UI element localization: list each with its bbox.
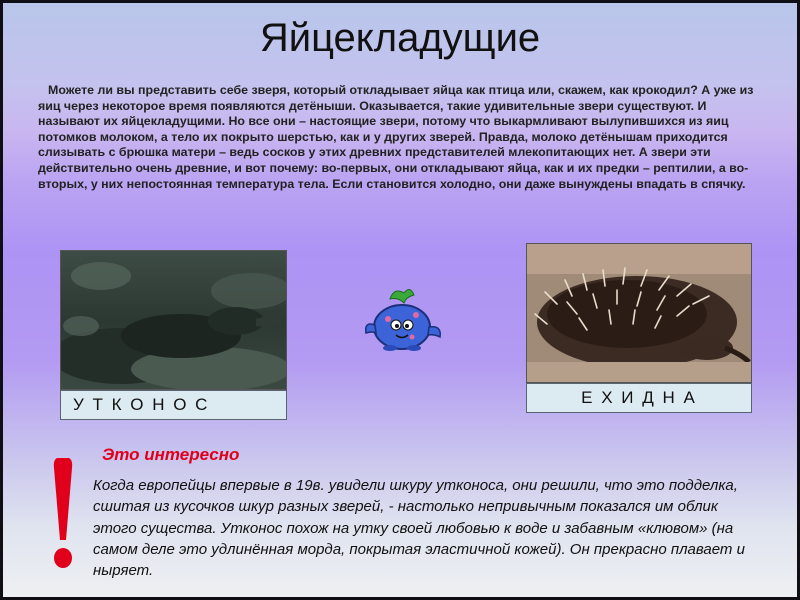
blue-blob-mascot-icon: [360, 285, 446, 357]
interesting-heading: Это интересно: [102, 445, 240, 464]
echidna-caption: Е Х И Д Н А: [526, 383, 752, 413]
interesting-paragraph: Когда европейцы впервые в 19в. увидели шкуру утконоса, они решили, что это подделка, сшитая из кусочков шкур разных зверей, - настолько непривычным показался им облик этого существа. Утконос похож на утку своей любовью к воде и забавным «клювом» (на самом деле это удлинённая морда, покрытая эластичной кожей). Он прекрасно плавает и ныряет.: [93, 477, 745, 580]
platypus-photo: [60, 250, 287, 390]
exclamation-icon: [53, 458, 73, 540]
platypus-caption: У Т К О Н О С: [60, 390, 287, 420]
slide-title: Яйцекладущие: [259, 16, 541, 60]
intro-paragraph: Можете ли вы представить себе зверя, который откладывает яйца как птица или, скажем, как крокодил? А уже из яиц через некоторое время появляются детёныши. Оказывается, такие удивительные звери существуют. И называют их яйцекладущими. Но все они – настоящие звери, потому что выкармливают вылупившихся из яиц потомков молоком, а тело их покрыто шерстью, как и у других зверей. Правда, молоко детёнышам приходится слизывать с брюшка матери – ведь сосков у этих древних представителей млекопитающих нет. А звери эти действительно очень древние, и вот почему: во-первых, они откладывают яйца, как и их предки – рептилии, а во-вторых, у них непостоянная температура тела. Если становится холодно, они даже вынуждены впадать в спячку.: [38, 83, 754, 191]
echidna-photo: [526, 243, 752, 383]
exclamation-dot-icon: [53, 547, 73, 569]
